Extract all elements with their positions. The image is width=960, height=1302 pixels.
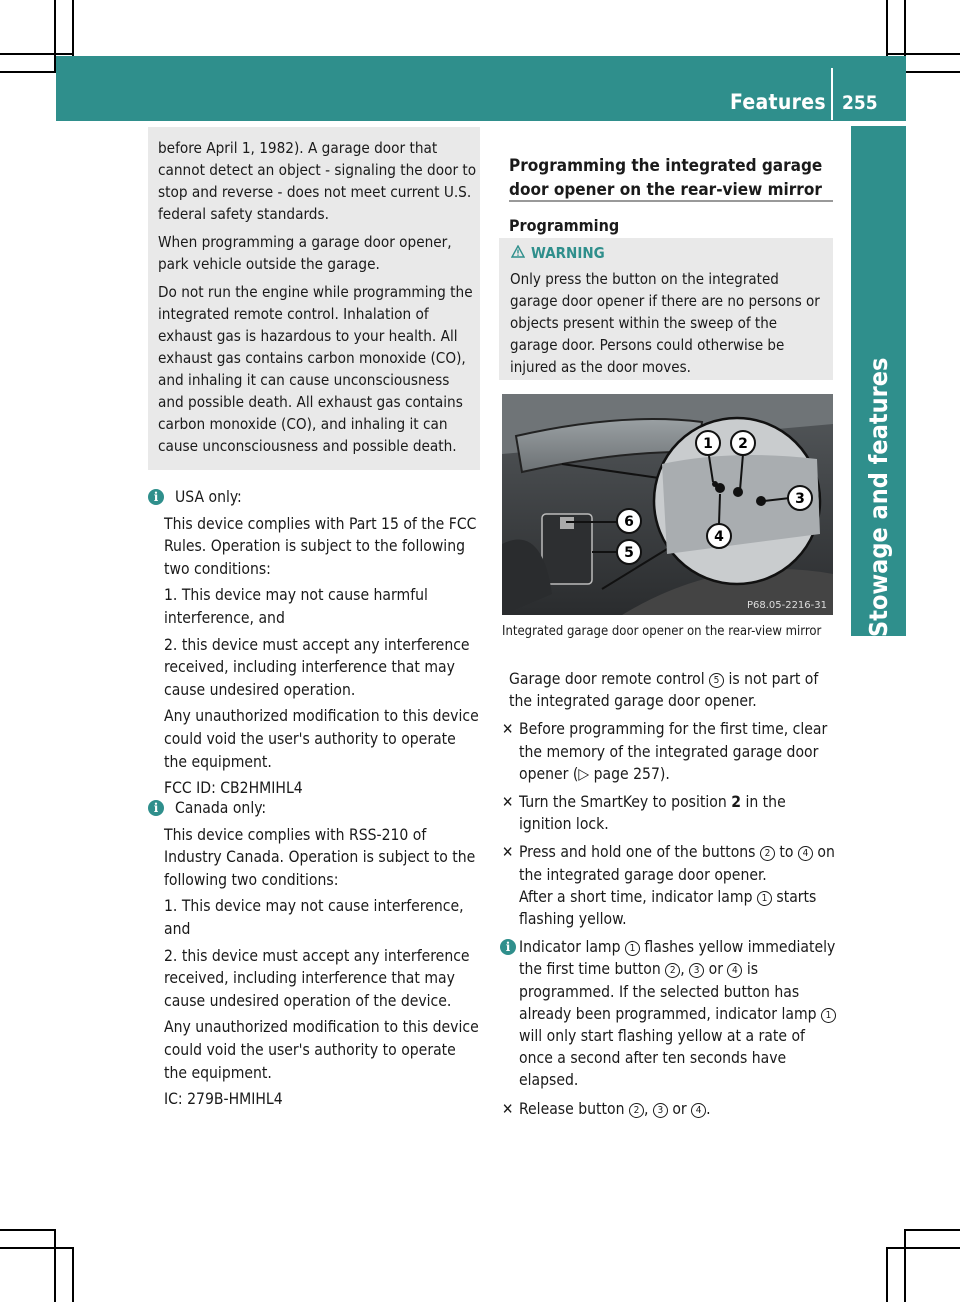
side-tab-label: Stowage and features — [864, 357, 893, 637]
canada-note-title: Canada only: — [175, 799, 267, 817]
page-number: 255 — [842, 92, 878, 114]
ref-2: 2 — [629, 1103, 644, 1118]
step-arrow-icon: ✕ — [502, 720, 514, 739]
crop-mark-icon — [904, 1229, 960, 1231]
ref-5: 5 — [709, 673, 724, 688]
canada-note-line: Any unauthorized modification to this device could void the user's authority to operate the equipment. — [164, 1018, 479, 1082]
text: Garage door remote control — [509, 670, 710, 688]
canada-note-line: 2. this device must accept any interference received, including interference that may cause undesired operation of the device. — [164, 946, 470, 1010]
step-arrow-icon: ✕ — [502, 843, 514, 862]
ref-4: 4 — [798, 846, 813, 861]
mirror-illustration — [502, 394, 833, 615]
callout-3-label: 3 — [795, 491, 805, 507]
ref-1: 1 — [821, 1008, 836, 1023]
step-arrow-icon: ✕ — [502, 1099, 514, 1118]
crop-mark-icon — [72, 0, 74, 56]
warning-heading — [511, 244, 605, 262]
step-item — [499, 1098, 837, 1120]
text: or — [704, 960, 728, 979]
callout-5-label: 5 — [624, 545, 634, 561]
step-item — [499, 718, 837, 785]
text: , — [643, 1099, 653, 1118]
mirror-photo — [502, 394, 833, 615]
text: will only start flashing yellow at a rate of once a second after ten seconds have elapsed. — [519, 1027, 805, 1090]
usa-note-line: 1. This device may not cause harmful interference, and — [164, 586, 428, 627]
usa-note-line: FCC ID: CB2HMIHL4 — [164, 779, 303, 798]
ref-4: 4 — [727, 963, 742, 978]
text: , — [680, 960, 690, 979]
warning-paragraph: Do not run the engine while programming the integrated remote control. Inhalation of exhaust gas is hazardous to your health. All exhaust gas contains carbon monoxide (CO), and inhaling it can cause unconsciousness and possible death. All exhaust gas contains carbon monoxide (CO), and inhaling it can cause unconsciousness and possible death. — [158, 283, 473, 455]
crop-mark-icon — [0, 1229, 56, 1231]
ref-4: 4 — [691, 1103, 706, 1118]
crop-mark-icon — [886, 0, 888, 56]
ref-2: 2 — [665, 963, 680, 978]
instructions — [499, 668, 837, 1120]
info-icon: i — [500, 939, 516, 955]
figure-caption: Integrated garage door opener on the rear-view mirror — [502, 624, 822, 639]
ref-1: 1 — [757, 891, 772, 906]
warning-box — [499, 238, 833, 380]
crop-mark-icon — [904, 71, 960, 73]
step-item — [499, 841, 837, 930]
intro-paragraph — [509, 668, 837, 712]
step-item — [499, 791, 837, 835]
crop-mark-icon — [72, 1247, 74, 1302]
section-rule — [509, 200, 833, 202]
warning-label: WARNING — [531, 244, 605, 262]
crop-mark-icon — [886, 1247, 888, 1302]
section-title: Programming the integrated garage door opener on the rear-view mirror — [509, 156, 823, 200]
ref-3: 3 — [689, 963, 704, 978]
crop-mark-icon — [904, 1230, 906, 1302]
canada-note-line: IC: 279B-HMIHL4 — [164, 1090, 283, 1109]
ref-2: 2 — [760, 846, 775, 861]
text: to — [774, 843, 798, 862]
callout-4-label: 4 — [714, 529, 724, 545]
info-icon: i — [148, 800, 164, 816]
usa-note-line: This device complies with Part 15 of the FCC Rules. Operation is subject to the following two conditions: — [164, 514, 477, 578]
ref-3: 3 — [653, 1103, 668, 1118]
text: is not part of the integrated garage door opener. — [509, 670, 819, 711]
header-title: Features — [730, 90, 826, 114]
usa-note — [148, 486, 483, 804]
usa-note-line: 2. this device must accept any interference received, including interference that may cause undesired operation. — [164, 635, 470, 699]
usa-note-title: USA only: — [175, 488, 242, 506]
text: or — [667, 1099, 692, 1118]
text: . — [706, 1099, 711, 1118]
crop-mark-icon — [886, 1247, 960, 1249]
usa-note-line: Any unauthorized modification to this device could void the user's authority to operate the equipment. — [164, 707, 479, 771]
crop-mark-icon — [886, 53, 960, 55]
text: Release button — [519, 1099, 629, 1118]
warning-text: Only press the button on the integrated garage door opener if there are no persons or objects present within the sweep of the garage door. Persons could otherwise be injured as the door moves. — [510, 270, 820, 376]
warning-icon — [511, 245, 525, 258]
warning-paragraph: before April 1, 1982). A garage door that cannot detect an object - signaling the door to stop and reverse - does not meet current U.S. federal safety standards. — [158, 139, 477, 223]
warning-box-continued — [148, 127, 480, 470]
text: in the ignition lock. — [519, 793, 786, 834]
crop-mark-icon — [0, 71, 56, 73]
info-note — [499, 936, 837, 1091]
canada-note-line: This device complies with RSS-210 of Industry Canada. Operation is subject to the following two conditions: — [164, 825, 476, 889]
text: flashes yellow immediately the first time button — [519, 938, 836, 979]
callout-6-label: 6 — [624, 514, 634, 530]
warning-paragraph: When programming a garage door opener, park vehicle outside the garage. — [158, 233, 452, 273]
text: is programmed. If the selected button has already been programmed, indicator lamp — [519, 960, 822, 1023]
text: Press and hold one of the buttons — [519, 843, 760, 862]
info-icon: i — [148, 489, 164, 505]
text: on the integrated garage door opener. — [519, 843, 835, 884]
subsection-title: Programming — [509, 216, 620, 235]
step-arrow-icon: ✕ — [502, 793, 514, 812]
crop-mark-icon — [54, 1230, 56, 1302]
text: Turn the SmartKey to position — [519, 793, 732, 812]
crop-mark-icon — [0, 1247, 74, 1249]
figure-code: P68.05-2216-31 — [746, 600, 827, 611]
text: starts flashing yellow. — [519, 887, 817, 929]
crop-mark-icon — [0, 53, 74, 55]
key-position: 2 — [731, 793, 741, 812]
text: Indicator lamp — [519, 938, 625, 957]
header-divider — [831, 68, 833, 120]
callout-1-label: 1 — [703, 436, 713, 452]
callout-2-label: 2 — [738, 436, 748, 452]
ref-1: 1 — [625, 941, 640, 956]
text: After a short time, indicator lamp — [519, 887, 757, 906]
canada-note — [148, 797, 483, 1115]
step-text: Before programming for the first time, clear the memory of the integrated garage door opener (▷ page 257). — [519, 720, 828, 783]
canada-note-line: 1. This device may not cause interference, and — [164, 897, 464, 938]
